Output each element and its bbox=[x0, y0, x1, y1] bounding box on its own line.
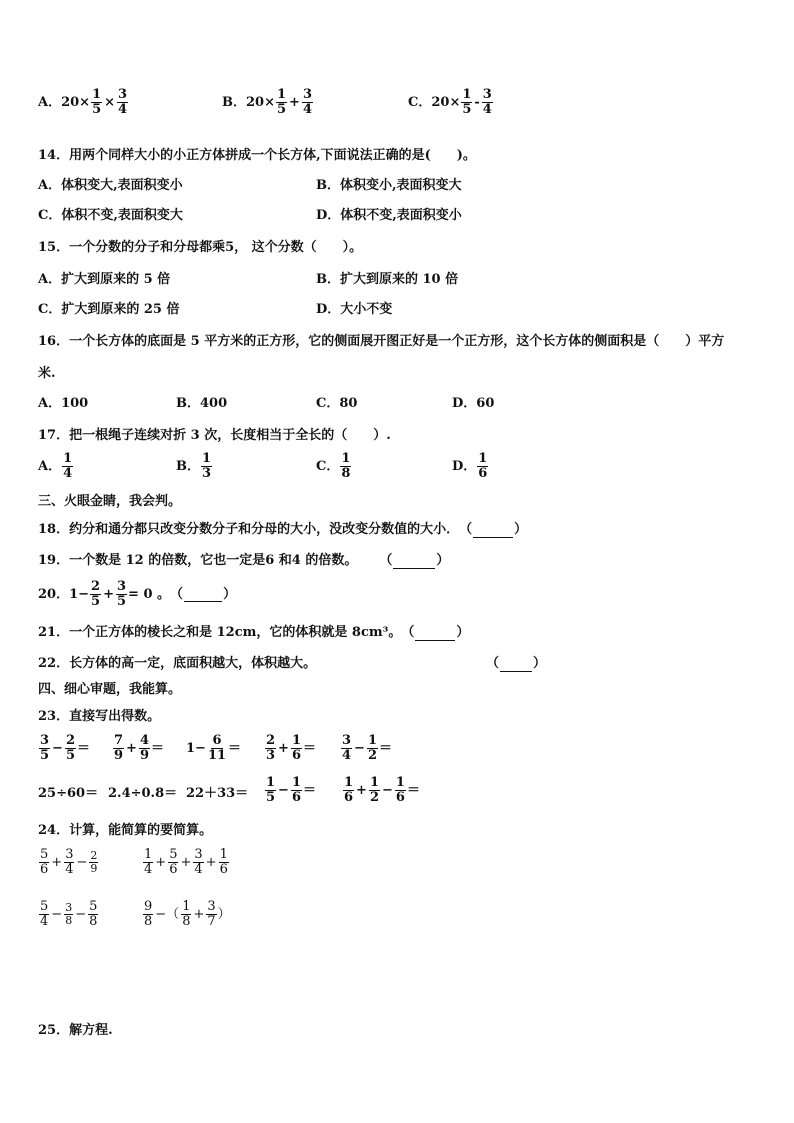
q15-option-d: D．大小不变 bbox=[316, 302, 393, 317]
q16-stem-line2: 米. bbox=[38, 366, 56, 381]
fraction: $\frac{2}{5}$ bbox=[91, 579, 101, 609]
q23-r1-e3 bbox=[186, 734, 241, 763]
fraction: $\frac{3}{8}$ bbox=[65, 901, 73, 927]
answer-blank[interactable] bbox=[393, 554, 435, 569]
expr-tail: = 0 。 bbox=[128, 586, 171, 602]
q18 bbox=[38, 522, 527, 538]
answer-blank[interactable] bbox=[184, 587, 222, 602]
q23-r2-e2: 2.4÷0.8＝ bbox=[108, 786, 178, 801]
paren-open: （ bbox=[379, 553, 393, 568]
q23-r2-e3: 22＋33＝ bbox=[186, 786, 249, 801]
operator: + bbox=[193, 906, 205, 922]
fraction: $\frac{3}{5}$ bbox=[117, 579, 127, 609]
fraction: $\frac{1}{6}$ bbox=[291, 775, 301, 805]
q18-text: 18．约分和通分都只改变分数分子和分母的大小，没改变分数值的大小． bbox=[38, 522, 460, 537]
option-label: B． bbox=[176, 458, 200, 474]
fraction: $\frac{3}{4}$ bbox=[194, 847, 203, 877]
q17-option-b bbox=[176, 452, 213, 481]
fraction: $\frac{9}{8}$ bbox=[144, 899, 153, 929]
fraction: $\frac{3}{4}$ bbox=[118, 87, 128, 117]
q23-r1-e1 bbox=[38, 734, 90, 763]
q16-option-a: A．100 bbox=[38, 396, 89, 411]
operator: + bbox=[205, 854, 217, 870]
q23-stem: 23．直接写出得数。 bbox=[38, 709, 161, 724]
answer-blank[interactable] bbox=[415, 626, 455, 641]
fraction: $\frac{1}{5}$ bbox=[276, 87, 287, 117]
fraction: $\frac{2}{5}$ bbox=[65, 733, 75, 763]
fraction: $\frac{3}{4}$ bbox=[302, 87, 312, 117]
operator: − bbox=[75, 906, 87, 922]
q22-answer bbox=[486, 656, 546, 672]
q24-e1 bbox=[38, 848, 99, 877]
q16-option-c: C．80 bbox=[316, 396, 358, 411]
operator: × bbox=[104, 94, 116, 110]
q13-option-a bbox=[38, 88, 129, 117]
fraction: $\frac{7}{9}$ bbox=[114, 733, 124, 763]
fraction: $\frac{1}{5}$ bbox=[462, 87, 472, 117]
q25-stem: 25．解方程. bbox=[38, 1023, 113, 1038]
operator: − bbox=[76, 854, 88, 870]
q15-option-c: C．扩大到原来的 25 倍 bbox=[38, 302, 180, 317]
option-label: D． bbox=[452, 458, 477, 474]
expr-lead: 20× bbox=[61, 94, 91, 110]
fraction: $\frac{2}{3}$ bbox=[266, 733, 276, 763]
fraction: $\frac{5}{4}$ bbox=[40, 899, 49, 929]
q23-r2-e1: 25÷60＝ bbox=[38, 786, 99, 801]
q17-option-a bbox=[38, 452, 74, 481]
q19-text: 19．一个数是 12 的倍数，它也一定是6 和4 的倍数。 bbox=[38, 553, 358, 568]
fraction: $\frac{5}{8}$ bbox=[89, 899, 98, 929]
answer-blank[interactable] bbox=[500, 657, 532, 672]
q20 bbox=[38, 580, 236, 609]
paren-open: （ bbox=[170, 586, 184, 602]
q14-stem: 14．用两个同样大小的小正方体拼成一个长方体,下面说法正确的是( )。 bbox=[38, 148, 476, 163]
fraction: $\frac{1}{4}$ bbox=[144, 847, 153, 877]
option-label: A． bbox=[38, 94, 62, 110]
q16-option-d: D．60 bbox=[452, 396, 495, 411]
paren-close: ） bbox=[217, 906, 231, 922]
q23-r1-e4 bbox=[264, 734, 316, 763]
operator: − bbox=[52, 740, 63, 756]
fraction: $\frac{1}{3}$ bbox=[202, 451, 212, 481]
q15-option-b: B．扩大到原来的 10 倍 bbox=[316, 272, 459, 287]
q14-option-d: D．体积不变,表面积变小 bbox=[316, 208, 462, 223]
operator: − bbox=[354, 740, 365, 756]
option-label: B． bbox=[222, 94, 246, 110]
operator: − bbox=[382, 782, 393, 798]
paren-open: （ bbox=[401, 625, 415, 640]
option-label: A． bbox=[38, 458, 62, 474]
operator: + bbox=[289, 94, 300, 110]
operator: + bbox=[155, 854, 167, 870]
fraction: $\frac{1}{6}$ bbox=[291, 733, 301, 763]
q14-option-a: A．体积变大,表面积变小 bbox=[38, 178, 183, 193]
fraction: $\frac{5}{6}$ bbox=[40, 847, 49, 877]
fraction: $\frac{3}{4}$ bbox=[65, 847, 74, 877]
fraction: $\frac{1}{6}$ bbox=[219, 847, 228, 877]
q23-r2-e4 bbox=[264, 776, 316, 805]
q15-option-a: A．扩大到原来的 5 倍 bbox=[38, 272, 171, 287]
q22-text: 22．长方体的高一定，底面积越大，体积越大。 bbox=[38, 656, 317, 671]
equals: ＝ bbox=[303, 740, 317, 756]
q13-option-c bbox=[408, 88, 494, 117]
q14-option-c: C．体积不变,表面积变大 bbox=[38, 208, 183, 223]
operator: − bbox=[278, 782, 289, 798]
paren-open: （ bbox=[459, 522, 473, 537]
q24-e4 bbox=[142, 900, 231, 929]
fraction: $\frac{1}{2}$ bbox=[367, 733, 377, 763]
q17-option-d bbox=[452, 452, 489, 481]
expr-lead: 20× bbox=[431, 94, 461, 110]
fraction: $\frac{1}{6}$ bbox=[344, 775, 354, 805]
fraction: $\frac{3}{7}$ bbox=[207, 899, 216, 929]
fraction: $\frac{6}{11}$ bbox=[207, 733, 227, 763]
q15-stem: 15．一个分数的分子和分母都乘5， 这个分数（ ）。 bbox=[38, 240, 363, 255]
answer-blank[interactable] bbox=[473, 523, 513, 538]
fraction: $\frac{3}{4}$ bbox=[342, 733, 352, 763]
expr-lead: 20× bbox=[246, 94, 275, 110]
q13-option-b bbox=[222, 88, 314, 117]
expr-lead: 1− bbox=[69, 586, 90, 602]
equals: ＝ bbox=[151, 740, 165, 756]
paren-close: ） bbox=[223, 586, 237, 602]
q16-stem-line1: 16．一个长方体的底面是 5 平方米的正方形，它的侧面展开图正好是一个正方形，这个长方体的侧面积是（ ）平方 bbox=[38, 334, 725, 349]
fraction: $\frac{5}{6}$ bbox=[169, 847, 178, 877]
fraction: $\frac{2}{9}$ bbox=[90, 849, 98, 875]
option-label: C． bbox=[408, 94, 432, 110]
fraction: $\frac{1}{8}$ bbox=[182, 899, 191, 929]
q23-r1-e5 bbox=[340, 734, 392, 763]
q21 bbox=[38, 625, 469, 641]
operator: −（ bbox=[155, 906, 180, 922]
fraction: $\frac{1}{6}$ bbox=[478, 451, 488, 481]
section-four-heading: 四、细心审题，我能算。 bbox=[38, 682, 182, 697]
fraction: $\frac{1}{2}$ bbox=[369, 775, 379, 805]
q20-number: 20． bbox=[38, 586, 70, 602]
paren-close: ） bbox=[456, 625, 470, 640]
paren-open: （ bbox=[486, 656, 500, 671]
operator: + bbox=[126, 740, 137, 756]
fraction: $\frac{1}{5}$ bbox=[266, 775, 276, 805]
equals: ＝ bbox=[77, 740, 91, 756]
operator: + bbox=[103, 586, 114, 602]
q24-stem: 24．计算，能简算的要简算。 bbox=[38, 823, 213, 838]
operator: − bbox=[51, 906, 63, 922]
equals: ＝ bbox=[303, 782, 317, 798]
q17-option-c bbox=[316, 452, 352, 481]
q23-r1-e2 bbox=[112, 734, 164, 763]
equals: ＝ bbox=[379, 740, 393, 756]
q24-e3 bbox=[38, 900, 99, 929]
operator: - bbox=[474, 94, 480, 110]
equals: ＝ bbox=[406, 782, 420, 798]
q17-stem: 17．把一根绳子连续对折 3 次，长度相当于全长的（ ）. bbox=[38, 428, 391, 443]
paren-close: ） bbox=[533, 656, 547, 671]
fraction: $\frac{1}{5}$ bbox=[92, 87, 102, 117]
fraction: $\frac{1}{4}$ bbox=[63, 451, 73, 481]
fraction: $\frac{1}{8}$ bbox=[341, 451, 351, 481]
expr-lead: 1− bbox=[186, 740, 206, 756]
q24-e2 bbox=[142, 848, 230, 877]
operator: + bbox=[51, 854, 63, 870]
q19 bbox=[38, 553, 449, 569]
operator: + bbox=[278, 740, 289, 756]
section-three-heading: 三、火眼金睛，我会判。 bbox=[38, 494, 182, 509]
equals: ＝ bbox=[228, 740, 242, 756]
paren-close: ） bbox=[436, 553, 450, 568]
operator: + bbox=[180, 854, 192, 870]
fraction: $\frac{1}{6}$ bbox=[395, 775, 405, 805]
fraction: $\frac{3}{4}$ bbox=[482, 87, 492, 117]
fraction: $\frac{4}{9}$ bbox=[139, 733, 149, 763]
fraction: $\frac{3}{5}$ bbox=[40, 733, 50, 763]
q21-text: 21．一个正方体的棱长之和是 12cm，它的体积就是 8cm³。 bbox=[38, 625, 402, 640]
q14-option-b: B．体积变小,表面积变大 bbox=[316, 178, 462, 193]
q23-r2-e5 bbox=[342, 776, 420, 805]
paren-close: ） bbox=[514, 522, 528, 537]
option-label: C． bbox=[316, 458, 340, 474]
q16-option-b: B．400 bbox=[176, 396, 228, 411]
operator: + bbox=[356, 782, 367, 798]
